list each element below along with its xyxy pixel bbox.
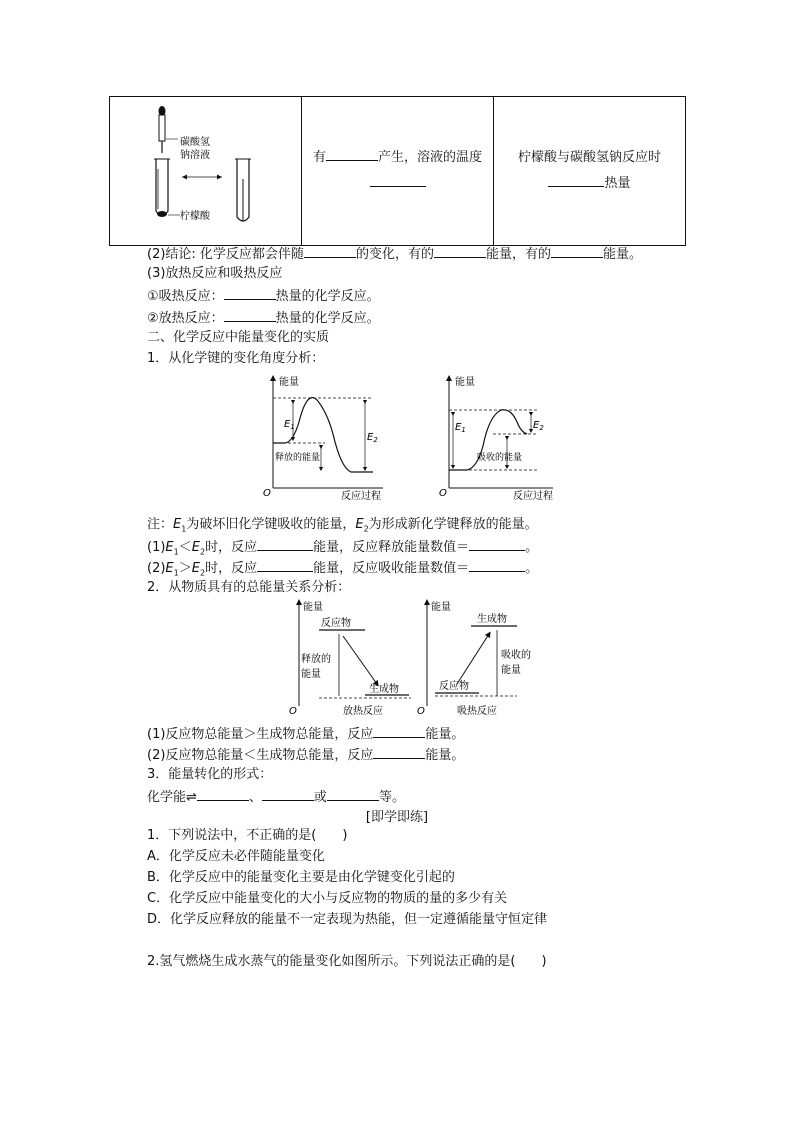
y-axis-label: 能量 bbox=[431, 602, 451, 613]
bond-energy-diagram bbox=[255, 372, 565, 506]
text: 注： bbox=[147, 517, 174, 532]
answer-blank[interactable] bbox=[373, 724, 425, 738]
citric-acid-label: 柠檬酸 bbox=[180, 211, 210, 222]
text: 能量，反应吸收能量数值＝ bbox=[313, 561, 470, 576]
phenomenon-text: 产生，溶液的温度 bbox=[378, 150, 483, 165]
total-energy-diagram bbox=[285, 598, 545, 720]
E2-label: $E_2$ bbox=[533, 420, 544, 432]
exothermic-line bbox=[147, 308, 380, 328]
sub: 2 bbox=[199, 547, 206, 557]
text: 或 bbox=[313, 790, 327, 805]
y-axis-label: 能量 bbox=[279, 377, 299, 388]
text: 为形成新化学键释放的能量。 bbox=[368, 517, 538, 532]
answer-blank[interactable] bbox=[257, 537, 313, 551]
reactant-label: 反应物 bbox=[439, 681, 469, 692]
answer-blank[interactable] bbox=[326, 147, 378, 161]
text: (2)结论: 化学反应都会伴随 bbox=[147, 247, 304, 262]
answer-blank[interactable] bbox=[551, 244, 603, 258]
product-label: 生成物 bbox=[369, 684, 399, 695]
text: 热量的化学反应。 bbox=[275, 289, 380, 304]
text: 能量。 bbox=[425, 727, 465, 742]
answer-blank[interactable] bbox=[262, 787, 314, 801]
y-axis-label: 能量 bbox=[455, 377, 475, 388]
text: (2) bbox=[147, 561, 166, 576]
text: 的变化，有的 bbox=[355, 247, 434, 262]
subheading-bond: 1．从化学键的变化角度分析： bbox=[147, 351, 325, 366]
endothermic-caption: 吸热反应 bbox=[457, 706, 497, 717]
y-axis-label: 能量 bbox=[303, 602, 323, 613]
text: 等。 bbox=[378, 790, 405, 805]
subheading-conversion: 3．能量转化的形式： bbox=[147, 767, 273, 782]
origin-label: O bbox=[439, 488, 447, 499]
released-energy-label: 能量 bbox=[301, 669, 321, 680]
conclusion-line1: 柠檬酸与碳酸氢钠反应时 bbox=[517, 150, 661, 165]
bicarbonate-label-line2: 钠溶液 bbox=[180, 150, 210, 161]
origin-label: O bbox=[289, 706, 297, 717]
question-line-1: $(1)E_1<E_2$时，反应 能量，反应释放能量数值＝ 。 bbox=[147, 537, 538, 562]
answer-blank[interactable] bbox=[304, 244, 356, 258]
question-1-stem: 1．下列说法中，不正确的是( ) bbox=[147, 828, 348, 843]
text: (1)反应物总能量＞生成物总能量，反应 bbox=[147, 727, 374, 742]
text: 时，反应 bbox=[205, 540, 258, 555]
sub: 2 bbox=[199, 568, 206, 578]
released-energy-label: 释放的 bbox=[301, 654, 331, 665]
text: ②放热反应： bbox=[147, 311, 224, 326]
text: 能量，有的 bbox=[485, 247, 551, 262]
text: 、 bbox=[248, 790, 262, 805]
answer-blank[interactable] bbox=[548, 173, 604, 187]
absorbed-energy-label: 吸收的 bbox=[501, 650, 531, 661]
text: ①吸热反应： bbox=[147, 289, 224, 304]
sub: 1 bbox=[181, 524, 187, 534]
x-axis-label: 反应过程 bbox=[341, 491, 381, 502]
text: 热量的化学反应。 bbox=[275, 311, 380, 326]
E2-label: $E_2$ bbox=[367, 432, 378, 444]
answer-blank[interactable] bbox=[434, 244, 486, 258]
exothermic-caption: 放热反应 bbox=[343, 706, 383, 717]
relation-line-1 bbox=[147, 724, 464, 744]
text: 。 bbox=[525, 540, 539, 555]
phenomenon-prefix: 有 bbox=[312, 150, 326, 165]
option-a[interactable]: A．化学反应未必伴随能量变化 bbox=[147, 849, 325, 864]
answer-blank[interactable] bbox=[257, 558, 313, 572]
text: ＜ bbox=[178, 540, 192, 555]
section3-heading: (3)放热反应和吸热反应 bbox=[147, 266, 283, 281]
E1-label: $E_1$ bbox=[455, 422, 466, 434]
phenomenon-cell bbox=[302, 97, 494, 246]
conclusion-line2: 热量 bbox=[604, 176, 631, 191]
released-energy-label: 释放的能量 bbox=[275, 453, 321, 463]
answer-blank[interactable] bbox=[197, 787, 249, 801]
answer-blank[interactable] bbox=[373, 745, 425, 759]
origin-label: O bbox=[417, 706, 425, 717]
subheading-total-energy: 2．从物质具有的总能量关系分析： bbox=[147, 580, 351, 595]
absorbed-energy-label: 能量 bbox=[501, 665, 521, 676]
option-c[interactable]: C．化学反应中能量变化的大小与反应物的物质的量的多少有关 bbox=[147, 891, 508, 906]
endothermic-line bbox=[147, 286, 380, 306]
answer-blank[interactable] bbox=[327, 787, 379, 801]
text: 能量，反应释放能量数值＝ bbox=[313, 540, 470, 555]
origin-label: O bbox=[263, 488, 271, 499]
practice-heading: [即学即练] bbox=[365, 810, 429, 825]
question-line-2: $(2)E_1>E_2$时，反应 能量，反应吸收能量数值＝ 。 bbox=[147, 558, 538, 583]
text: ＞ bbox=[178, 561, 192, 576]
E1-label: $E_1$ bbox=[284, 419, 295, 431]
answer-blank[interactable] bbox=[224, 286, 276, 300]
answer-blank[interactable] bbox=[370, 173, 426, 187]
option-b[interactable]: B．化学反应中的能量变化主要是由化学键变化引起的 bbox=[147, 870, 455, 885]
sub: 1 bbox=[173, 568, 179, 578]
text: 化学能⇌ bbox=[147, 790, 197, 805]
conversion-line bbox=[147, 787, 405, 807]
answer-blank[interactable] bbox=[469, 558, 525, 572]
product-label: 生成物 bbox=[477, 614, 507, 625]
option-d[interactable]: D．化学反应释放的能量不一定表现为热能，但一定遵循能量守恒定律 bbox=[147, 912, 548, 927]
text: 能量。 bbox=[425, 748, 465, 763]
answer-blank[interactable] bbox=[469, 537, 525, 551]
note-line: 注：$E_1$为破坏旧化学键吸收的能量，$E_2$为形成新化学键释放的能量。 bbox=[147, 517, 538, 534]
apparatus-cell bbox=[110, 97, 302, 246]
text: 。 bbox=[525, 561, 539, 576]
text: (2)反应物总能量＜生成物总能量，反应 bbox=[147, 748, 374, 763]
text: (1) bbox=[147, 540, 166, 555]
bicarbonate-label-line1: 碳酸氢 bbox=[180, 137, 210, 148]
section2-heading: 二、化学反应中能量变化的实质 bbox=[147, 330, 330, 345]
text: 时，反应 bbox=[205, 561, 258, 576]
answer-blank[interactable] bbox=[224, 308, 276, 322]
x-axis-label: 反应过程 bbox=[513, 491, 553, 502]
text: 能量。 bbox=[602, 247, 642, 262]
conclusion-line bbox=[147, 244, 642, 264]
sub: 2 bbox=[363, 524, 369, 534]
relation-line-2 bbox=[147, 745, 464, 765]
question-2-stem: 2.氢气燃烧生成水蒸气的能量变化如图所示。下列说法正确的是( ) bbox=[147, 954, 547, 969]
text: 为破坏旧化学键吸收的能量， bbox=[186, 517, 356, 532]
experiment-table bbox=[109, 96, 686, 246]
absorbed-energy-label: 吸收的能量 bbox=[477, 453, 523, 463]
apparatus-illustration bbox=[110, 97, 300, 241]
reactant-label: 反应物 bbox=[321, 618, 351, 629]
sub: 1 bbox=[173, 547, 179, 557]
conclusion-cell bbox=[494, 97, 686, 246]
